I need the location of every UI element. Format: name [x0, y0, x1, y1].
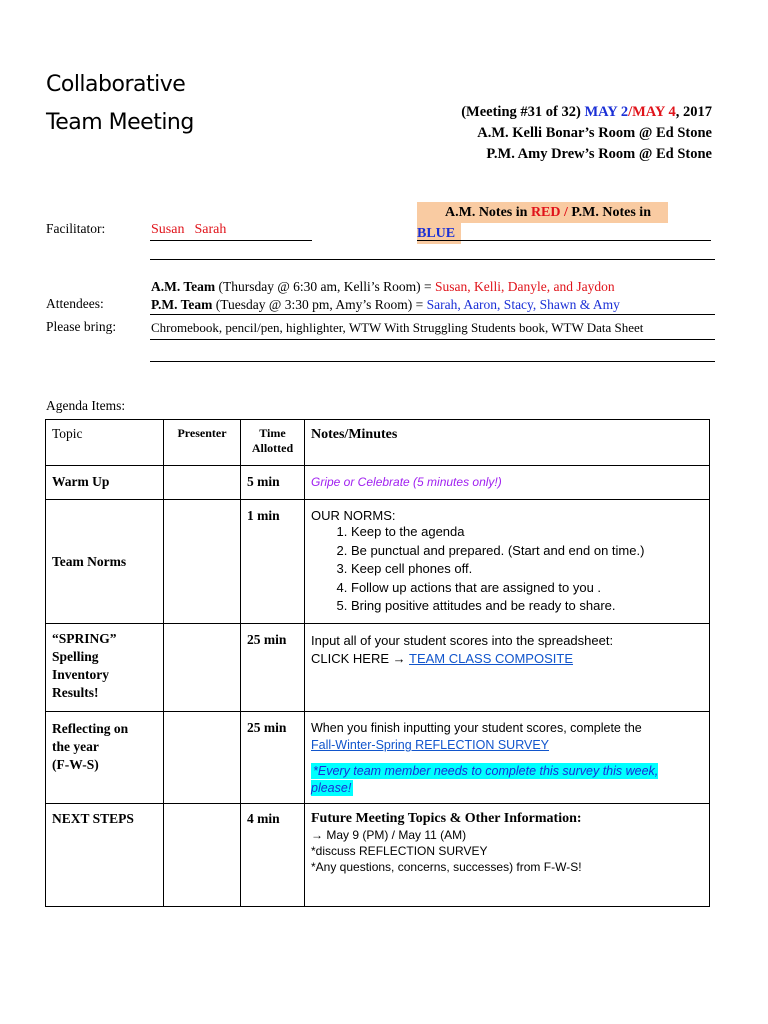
blank-line-2	[150, 361, 715, 362]
list-item: 5. Bring positive attitudes and be ready to share.	[351, 597, 703, 616]
norms-notes	[305, 500, 710, 624]
notes-color-key	[417, 202, 668, 244]
meeting-number: (Meeting #31 of 32)	[461, 104, 585, 120]
meeting-year: , 2017	[675, 104, 712, 120]
norms-time: 1 min	[241, 500, 305, 624]
reflect-presenter	[164, 712, 241, 804]
bring-items: Chromebook, pencil/pen, highlighter, WTW With Struggling Students book, WTW Data Sheet	[151, 320, 644, 335]
bring-underline	[150, 339, 715, 340]
table-row	[46, 500, 710, 624]
norms-list	[351, 523, 703, 616]
blue-word: BLUE	[417, 223, 461, 244]
header-presenter: Presenter	[164, 420, 241, 466]
survey-reminder: *Every team member needs to complete this survey this week, please!	[311, 764, 659, 795]
pm-team-detail: (Tuesday @ 3:30 pm, Amy’s Room) =	[212, 297, 427, 312]
warmup-topic: Warm Up	[46, 466, 164, 500]
spring-notes: Input all of your student scores into the spreadsheet: CLICK HERE → TEAM CLASS COMPOSITE	[305, 624, 710, 712]
notes-key-underline	[417, 240, 711, 241]
facilitator-underline	[150, 240, 312, 241]
please-bring-label: Please bring:	[46, 319, 117, 334]
pm-team-label: P.M. Team	[151, 297, 213, 312]
table-row	[46, 804, 710, 907]
facilitator-names	[151, 222, 226, 238]
meeting-date-pm: MAY 2	[584, 104, 629, 120]
am-team-names: Susan, Kelli, Danyle, and Jaydon	[435, 279, 615, 294]
attendees-underline	[150, 314, 715, 315]
team-class-composite-link[interactable]: TEAM CLASS COMPOSITE	[409, 651, 573, 666]
spring-topic: “SPRING” Spelling Inventory Results!	[46, 624, 164, 712]
warmup-presenter	[164, 466, 241, 500]
facilitator-name-2: Sarah	[194, 222, 227, 237]
warmup-notes: Gripe or Celebrate (5 minutes only!)	[305, 466, 710, 500]
am-team-label: A.M. Team	[151, 279, 216, 294]
norms-presenter	[164, 500, 241, 624]
table-row	[46, 624, 710, 712]
facilitator-label: Facilitator:	[46, 221, 106, 236]
pm-notes-label: P.M. Notes in	[571, 205, 651, 220]
am-notes-label: A.M. Notes in	[445, 205, 531, 220]
table-row	[46, 712, 710, 804]
reflect-topic: Reflecting on the year (F-W-S)	[46, 712, 164, 804]
pm-team-names: Sarah, Aaron, Stacy, Shawn & Amy	[426, 297, 620, 312]
notes-separator: /	[560, 205, 572, 220]
pm-team-line	[151, 297, 620, 313]
next-topic: NEXT STEPS	[46, 804, 164, 907]
facilitator-name-1: Susan	[151, 222, 185, 237]
header-notes: Notes/Minutes	[305, 420, 710, 466]
spring-time: 25 min	[241, 624, 305, 712]
am-team-detail: (Thursday @ 6:30 am, Kelli’s Room) =	[215, 279, 436, 294]
table-row	[46, 466, 710, 500]
date-separator: /	[628, 104, 633, 120]
table-header-row	[46, 420, 710, 466]
agenda-table	[45, 419, 710, 907]
meeting-date-am: MAY 4	[632, 104, 676, 120]
norms-topic: Team Norms	[46, 500, 164, 624]
blank-line-1	[150, 259, 715, 260]
title-line-2: Team Meeting	[46, 110, 194, 135]
title-line-1: Collaborative	[46, 72, 186, 97]
reflect-notes: When you finish inputting your student scores, complete the Fall-Winter-Spring REFLECTION SURVEY *Every team member needs to complete this survey this week, please!	[305, 712, 710, 804]
warmup-time: 5 min	[241, 466, 305, 500]
next-time: 4 min	[241, 804, 305, 907]
document-title	[46, 66, 194, 142]
next-presenter	[164, 804, 241, 907]
reflect-time: 25 min	[241, 712, 305, 804]
next-notes: Future Meeting Topics & Other Information: → May 9 (PM) / May 11 (AM) *discuss REFLECTION SURVEY *Any questions, concerns, successes) from F-W-S!	[305, 804, 710, 907]
list-item: 1. Keep to the agenda	[351, 523, 703, 542]
attendees-label: Attendees:	[46, 296, 104, 311]
red-word: RED	[530, 205, 561, 220]
norms-heading: OUR NORMS:	[311, 508, 396, 523]
list-item: 3. Keep cell phones off.	[351, 560, 703, 579]
notes-key-line-1	[417, 202, 668, 223]
am-team-line	[151, 279, 615, 295]
list-item: 4. Follow up actions that are assigned to you .	[351, 579, 703, 598]
pm-room: P.M. Amy Drew’s Room @ Ed Stone	[486, 146, 712, 162]
meeting-info	[461, 102, 712, 165]
agenda-items-label: Agenda Items:	[46, 398, 126, 413]
reflection-survey-link[interactable]: Fall-Winter-Spring REFLECTION SURVEY	[311, 738, 550, 752]
header-time: Time Allotted	[241, 420, 305, 466]
list-item: 2. Be punctual and prepared. (Start and end on time.)	[351, 542, 703, 561]
am-room: A.M. Kelli Bonar’s Room @ Ed Stone	[477, 125, 712, 141]
meeting-date-line	[461, 102, 712, 123]
spring-presenter	[164, 624, 241, 712]
header-topic: Topic	[46, 420, 164, 466]
